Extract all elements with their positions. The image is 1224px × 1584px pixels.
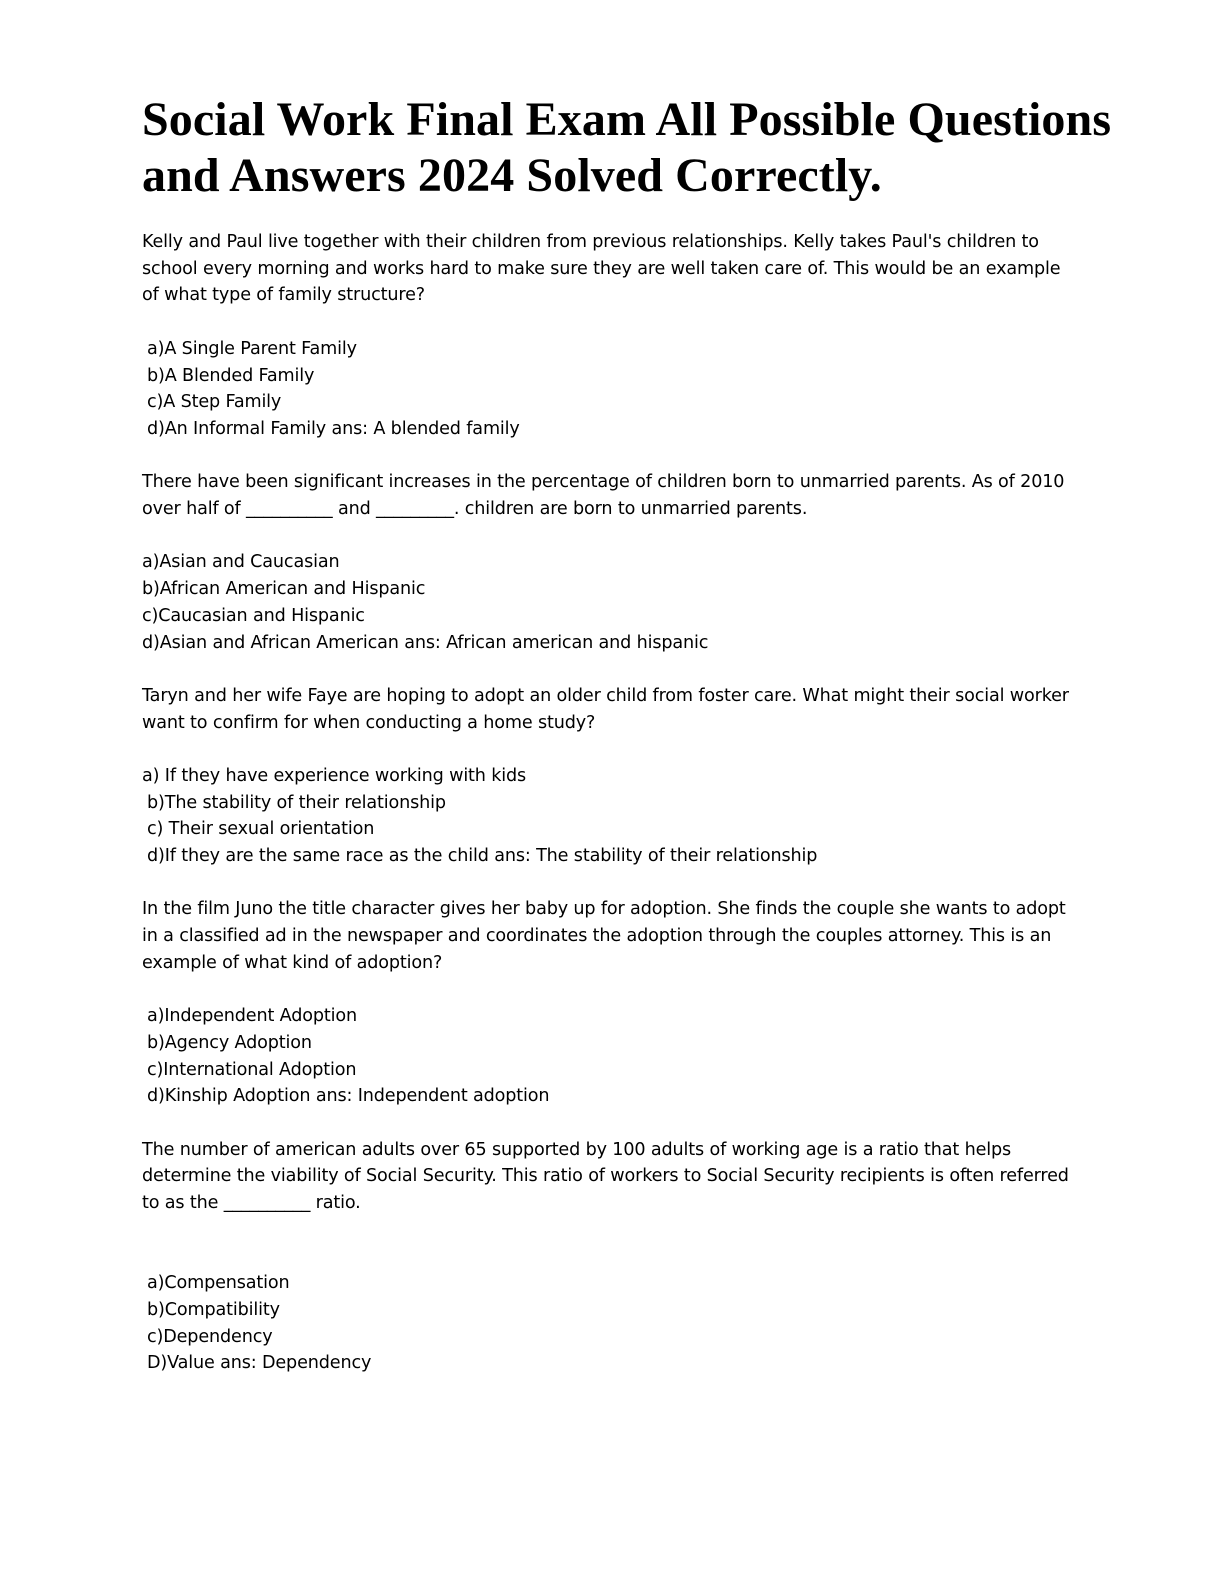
question-2 [142, 469, 1202, 656]
question-text: Taryn and her wife Faye are hoping to adopt an older child from foster care. What might their social worker want to confirm for when conducting a home study? [142, 685, 1069, 733]
option-b: b)The stability of their relationship [147, 792, 446, 813]
option-d: d)If they are the same race as the child ans: The stability of their relationship [147, 846, 818, 867]
answer-options [142, 336, 1202, 443]
question-text: The number of american adults over 65 supported by 100 adults of working age is a ratio that helps determine the viability of Social Security. This ratio of workers to Social Security recipients is often referred to as the __________ ratio. [142, 1139, 1069, 1214]
option-d: D)Value ans: Dependency [147, 1353, 372, 1374]
option-c: c)Caucasian and Hispanic [142, 605, 365, 626]
option-b: b)Compatibility [147, 1299, 280, 1320]
question-text: Kelly and Paul live together with their children from previous relationships. Kelly takes Paul's children to school every morning and works hard to make sure they are well taken care of. This would be an example of what type of family structure? [142, 232, 1061, 306]
answer-options [142, 763, 1202, 870]
option-b: b)Agency Adoption [147, 1032, 312, 1053]
question-1 [142, 229, 1202, 443]
option-c: c)A Step Family [147, 392, 282, 413]
option-a: a)Independent Adoption [147, 1006, 357, 1027]
question-5 [142, 1137, 1202, 1377]
option-b: b)African American and Hispanic [142, 579, 426, 600]
question-4 [142, 896, 1202, 1110]
title-line-2: and Answers 2024 Solved Correctly. [142, 149, 882, 202]
answer-options [142, 1270, 1202, 1377]
option-c: c)International Adoption [147, 1059, 357, 1080]
option-d: d)An Informal Family ans: A blended family [147, 418, 520, 439]
option-c: c)Dependency [147, 1326, 273, 1347]
option-d: d)Kinship Adoption ans: Independent adoption [147, 1086, 550, 1107]
option-a: a) If they have experience working with kids [142, 765, 527, 786]
option-a: a)A Single Parent Family [147, 338, 357, 359]
option-c: c) Their sexual orientation [147, 819, 375, 840]
question-text: In the film Juno the title character gives her baby up for adoption. She finds the couple she wants to adopt in a classified ad in the newspaper and coordinates the adoption through the couples attorney. This is an example of what kind of adoption? [142, 899, 1066, 973]
option-d: d)Asian and African American ans: African american and hispanic [142, 632, 709, 653]
answer-options [142, 1003, 1202, 1110]
document-title [142, 92, 1202, 204]
option-a: a)Compensation [147, 1273, 290, 1294]
document-page [142, 92, 1202, 1404]
title-line-1: Social Work Final Exam All Possible Questions [142, 93, 1112, 146]
answer-options [142, 549, 1202, 656]
option-a: a)Asian and Caucasian [142, 552, 340, 573]
question-3 [142, 683, 1202, 870]
option-b: b)A Blended Family [147, 365, 315, 386]
question-text: There have been significant increases in the percentage of children born to unmarried parents. As of 2010 over half of __________ and _________. children are born to unmarried parents. [142, 472, 1065, 519]
